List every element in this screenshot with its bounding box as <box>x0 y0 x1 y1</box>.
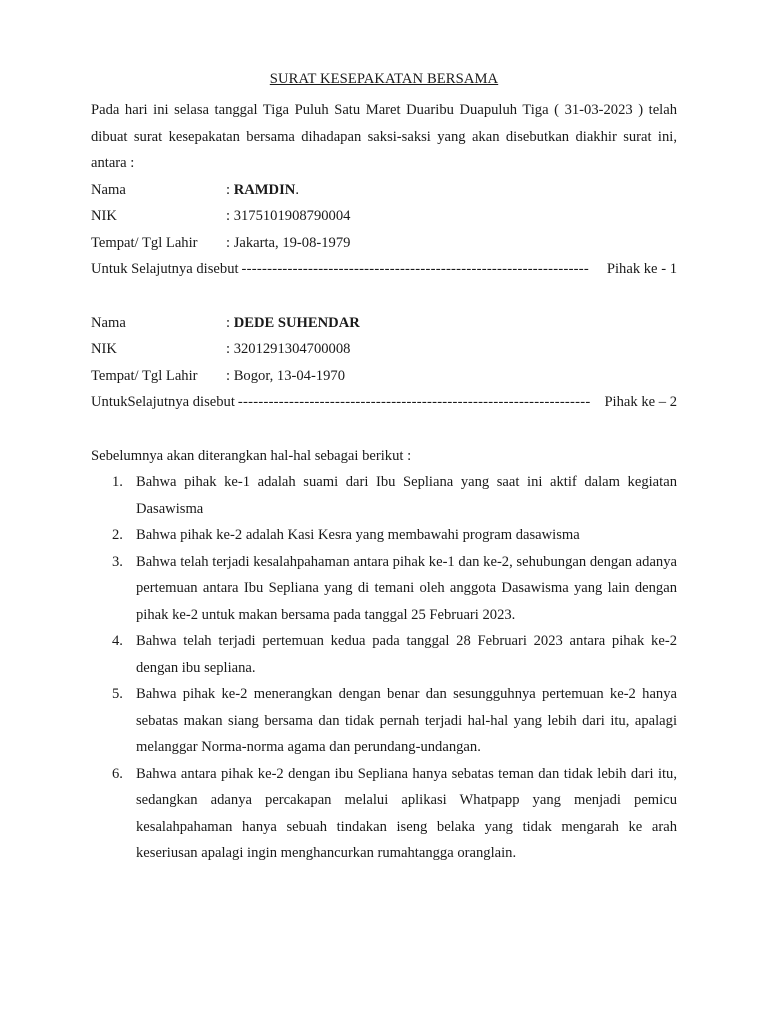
ttl-value: : Jakarta, 19-08-1979 <box>226 234 351 251</box>
ttl-value: : Bogor, 13-04-1970 <box>226 367 345 384</box>
nik-label: NIK <box>91 341 117 357</box>
colon: : <box>226 314 234 331</box>
party-1-block <box>91 177 677 283</box>
nik-label: NIK <box>91 208 117 224</box>
intro-paragraph: Pada hari ini selasa tanggal Tiga Puluh Satu Maret Duaribu Duapuluh Tiga ( 31-03-2023 ) telah dibuat surat kesepakatan bersama dihadapan saksi-saksi yang akan disebutkan diakhir surat ini, antara : <box>91 102 677 171</box>
designation-value: Pihak ke - 1 <box>606 261 677 277</box>
nik-value: : 3175101908790004 <box>226 208 351 224</box>
list-number: 1. <box>112 474 123 490</box>
name-value <box>226 177 299 204</box>
ttl-label: Tempat/ Tgl Lahir <box>91 367 198 384</box>
list-number: 5. <box>112 686 123 702</box>
dash-leader: -------------------------------------------------------------------- <box>241 261 590 277</box>
ttl-label: Tempat/ Tgl Lahir <box>91 234 198 251</box>
list-item <box>91 628 677 681</box>
party-2-designation <box>91 389 677 416</box>
spacer <box>91 283 677 310</box>
party-1-ttl-row <box>91 230 677 257</box>
list-item <box>91 469 677 522</box>
list-number: 2. <box>112 527 123 543</box>
party-2-block <box>91 310 677 416</box>
list-number: 6. <box>112 765 123 782</box>
colon: : <box>226 181 234 198</box>
party-2-ttl-row <box>91 363 677 390</box>
list-number: 3. <box>112 553 123 570</box>
list-item <box>91 681 677 761</box>
designation-value: Pihak ke – 2 <box>604 394 677 410</box>
name-label: Nama <box>91 181 126 198</box>
list-text: Bahwa pihak ke-2 adalah Kasi Kesra yang membawahi program dasawisma <box>136 527 580 543</box>
statement-list <box>91 469 677 867</box>
party-1-designation <box>91 256 677 283</box>
party-1-name: RAMDIN <box>233 181 296 198</box>
spacer <box>91 416 677 443</box>
designation-label: Untuk Selajutnya disebut <box>91 261 239 277</box>
designation-label: UntukSelajutnya disebut <box>91 394 235 410</box>
dash-leader: --------------------------------------------------------------------- <box>237 394 591 410</box>
list-item <box>91 522 677 549</box>
list-text: Bahwa pihak ke-1 adalah suami dari Ibu Sepliana yang saat ini aktif dalam kegiatan Dasawisma <box>136 474 677 517</box>
party-1-nik-row <box>91 203 677 230</box>
party-2-name: DEDE SUHENDAR <box>233 314 360 331</box>
list-text: Bahwa telah terjadi pertemuan kedua pada tanggal 28 Februari 2023 antara pihak ke-2 dengan ibu sepliana. <box>136 633 677 676</box>
list-item <box>91 549 677 629</box>
list-item <box>91 761 677 867</box>
nik-value: : 3201291304700008 <box>226 341 351 357</box>
name-label: Nama <box>91 314 126 331</box>
document-page <box>91 66 677 867</box>
list-number: 4. <box>112 633 123 649</box>
party-2-nik-row <box>91 336 677 363</box>
list-text: Bahwa telah terjadi kesalahpahaman antara pihak ke-1 dan ke-2, sehubungan dengan adanya pertemuan antara Ibu Sepliana yang di temani oleh anggota Dasawisma yang lain dengan pihak ke-2 untuk makan bersama pada tanggal 25 Februari 2023. <box>136 553 677 623</box>
list-text: Bahwa pihak ke-2 menerangkan dengan benar dan sesungguhnya pertemuan ke-2 hanya sebatas makan siang bersama dan tidak pernah terjadi hal-hal yang lebih dari itu, apalagi melanggar Norma-norma agama dan perundang-undangan. <box>136 686 677 755</box>
name-suffix: . <box>295 181 299 198</box>
party-2-name-row <box>91 310 677 337</box>
name-value <box>226 310 360 337</box>
list-text: Bahwa antara pihak ke-2 dengan ibu Sepliana hanya sebatas teman dan tidak lebih dari itu, sedangkan adanya percakapan melalui aplikasi Whatpapp yang menjadi pemicu kesalahpahaman hanya sebuah tindakan iseng belaka yang tidak mengarah ke arah keseriusan apalagi ingin menghancurkan rumahtangga oranglain. <box>136 765 677 861</box>
party-1-name-row <box>91 177 677 204</box>
list-intro: Sebelumnya akan diterangkan hal-hal sebagai berikut : <box>91 447 412 464</box>
document-title: SURAT KESEPAKATAN BERSAMA <box>269 71 499 87</box>
